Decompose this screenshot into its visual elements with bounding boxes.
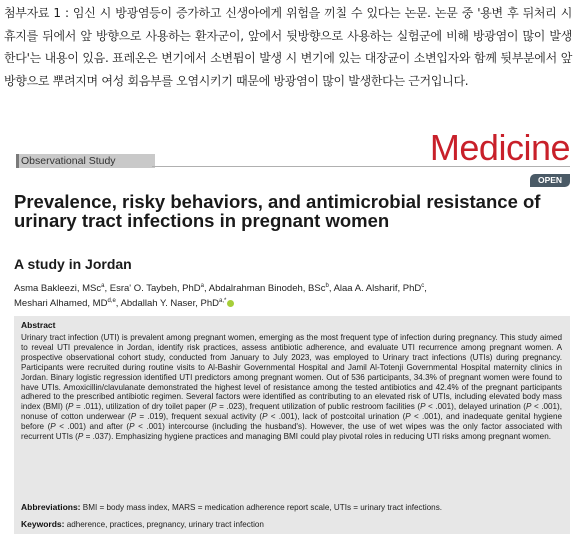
abstract-box xyxy=(14,316,570,534)
korean-annotation: 첨부자료 1 : 임신 시 방광염등이 증가하고 신생아에게 위험을 끼칠 수 있다는 논문. 논문 중 '용변 후 뒤처리 시 휴지를 뒤에서 앞 방향으로 사용하는 환자군이, 앞에서 뒷방향으로 사용하는 실험군에 비해 방광염이 많이 발생한다'는 내용이 있음. 표레온은 변기에서 소변튐이 발생 시 변기에 있는 대장균이 소변입자와 함께 뒷부분에서 앞방향으로 뿌려지며 여성 회음부를 오염시키기 때문에 방광염이 많이 발생한다는 근거입니다. xyxy=(4,6,572,88)
keywords: Keywords: adherence, practices, pregnancy, urinary tract infection xyxy=(21,519,264,529)
author[interactable]: Esra' O. Taybeh, PhD$^a$ xyxy=(109,283,204,295)
article-subtitle: A study in Jordan xyxy=(14,256,132,272)
author[interactable]: Alaa A. Alsharif, PhD$^c$ xyxy=(333,283,425,295)
author[interactable]: Abdallah Y. Naser, PhD$^{a,*}$ xyxy=(120,298,227,310)
author[interactable]: Asma Bakleezi, MSc$^a$ xyxy=(14,283,105,295)
author[interactable]: Meshari Alhamed, MD$^{d,e}$ xyxy=(14,298,116,310)
abbreviations: Abbreviations: BMI = body mass index, MARS = medication adherence report scale, UTIs = urinary tract infections. xyxy=(21,502,443,512)
abstract-heading: Abstract xyxy=(21,320,56,330)
open-access-badge: OPEN xyxy=(530,174,570,187)
article-title: Prevalence, risky behaviors, and antimicrobial resistance of urinary tract infections in pregnant women xyxy=(14,191,541,231)
article-page xyxy=(8,128,570,536)
journal-logo: Medicine xyxy=(429,127,570,168)
category-label: Observational Study xyxy=(21,155,116,167)
author[interactable]: Abdalrahman Binodeh, BSc$^b$ xyxy=(208,283,329,295)
abstract-text: Urinary tract infection (UTI) is prevalent among pregnant women, emerging as the most frequent type of infection during pregnancy. This study aimed to reveal UTI prevalence in Jordan, identify risk practices, assess antibiotic adherence, and evaluate UTI recurrence among pregnant women. A prospective observational cohort study, conducted from January to July 2023, was employed to Urinary tract infections (UTIs) during pregnancy. Participants were recruited during routine visits to Al-Bashir Governmental Hospital and Jamil Al-Totenji Governmental Hospital maternity clinics in Jordan. Binary logistic regression identified UTI predictors among pregnant women. Out of 536 participants, 34.3% of pregnant women were found to have UTIs. Amoxicillin/clavulanate demonstrated the highest level of resistance among the tested antibiotics and 42.4% of the pregnant participants adhered to the prescribed antibiotic regimen. Several factors were identified as contributing to an elevated risk of UTIs, including elevated body mass index (BMI) (P = .011), utilization of dry toilet paper (P = .023), frequent utilization of public restroom facilities (P < .001), delayed urination (P < .001), nonuse of cotton underwear (P = .019), frequent sexual activity (P < .001), lack of postcoital urination (P < .001), and inadequate genital hygiene before (P < .001) and after (P < .001) intercourse (including the husband's). However, the use of wet wipes was the only factor associated with recurrent UTIs (P = .037). Emphasizing hygiene practices and managing BMI could play pivotal roles in reducing UTI risks among pregnant women. xyxy=(21,333,562,442)
orcid-icon[interactable] xyxy=(227,300,234,307)
author-list: Asma Bakleezi, MSc$^a$, Esra' O. Taybeh, PhD$^a$, Abdalrahman Binodeh, BSc$^b$, Alaa A. Alsharif, PhD$^c$, Meshari Alhamed, MD$^{d,e}$, Abdallah Y. Naser, PhD$^{a,*}$ xyxy=(14,283,427,310)
